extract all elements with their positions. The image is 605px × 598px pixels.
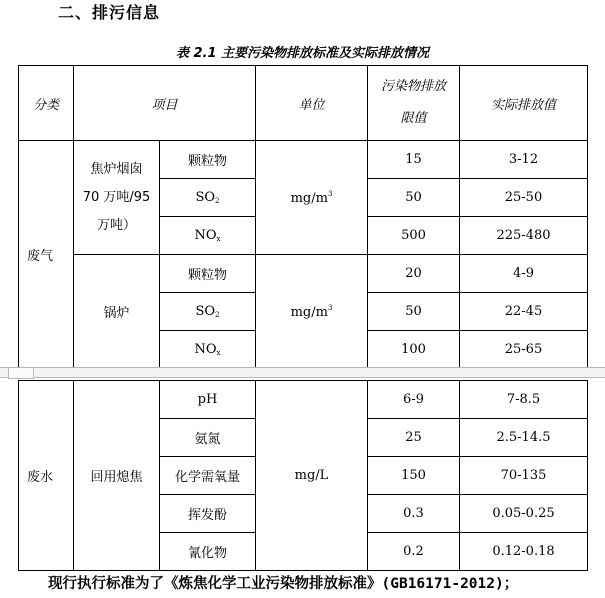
- table-row: [19, 141, 588, 179]
- pollutant-cell: 颗粒物: [160, 255, 256, 293]
- pollutant-cell: $SO_2$: [160, 293, 256, 331]
- limit-cell: 15: [368, 141, 460, 179]
- header-limit-line2: 限值: [400, 111, 427, 126]
- header-category: 分类: [19, 66, 74, 141]
- table-header-row: [19, 66, 588, 141]
- pollutant-cell: 化学需氧量: [160, 457, 256, 495]
- group-coke-oven-chimney: [74, 141, 160, 255]
- header-actual: 实际排放值: [460, 66, 588, 141]
- actual-cell: 2.5-14.5: [460, 419, 588, 457]
- actual-cell: 70-135: [460, 457, 588, 495]
- limit-cell: 0.2: [368, 533, 460, 571]
- header-unit: 单位: [256, 66, 368, 141]
- category-waste-gas: 废气: [19, 141, 74, 369]
- header-item: 项目: [74, 66, 256, 141]
- header-limit: [368, 66, 460, 141]
- header-limit-line1: 污染物排放: [380, 79, 446, 94]
- category-waste-water: 废水: [19, 381, 74, 571]
- pollutant-cell: $NO_x$: [160, 217, 256, 255]
- pollutant-cell: pH: [160, 381, 256, 419]
- page-break-marker: [8, 367, 34, 379]
- limit-cell: 100: [368, 331, 460, 369]
- pollutant-cell: 颗粒物: [160, 141, 256, 179]
- pollutant-cell: $SO_2$: [160, 179, 256, 217]
- unit-cell: mg/L: [256, 381, 368, 571]
- actual-cell: 22-45: [460, 293, 588, 331]
- emission-table-upper: [18, 65, 588, 369]
- group1-name-line1: 焦炉烟囱: [90, 161, 143, 177]
- group1-name-line2: 70 万吨/95: [82, 189, 151, 205]
- limit-cell: 0.3: [368, 495, 460, 533]
- pollutant-cell: 氰化物: [160, 533, 256, 571]
- group-quenching-reuse: 回用熄焦: [74, 381, 160, 571]
- table-row: [19, 255, 588, 293]
- actual-cell: 225-480: [460, 217, 588, 255]
- unit-cell: $mg/m^3$: [256, 255, 368, 369]
- limit-cell: 50: [368, 293, 460, 331]
- footnote: 现行执行标准为了《炼焦化学工业污染物排放标准》(GB16171-2012)；: [48, 576, 519, 592]
- actual-cell: 25-65: [460, 331, 588, 369]
- pollutant-cell: 挥发酚: [160, 495, 256, 533]
- actual-cell: 7-8.5: [460, 381, 588, 419]
- limit-cell: 500: [368, 217, 460, 255]
- unit-cell: $mg/m^3$: [256, 141, 368, 255]
- actual-cell: 25-50: [460, 179, 588, 217]
- group-boiler: 锅炉: [74, 255, 160, 369]
- standard-code: (GB16171-2012): [381, 576, 504, 592]
- limit-cell: 50: [368, 179, 460, 217]
- actual-cell: 3-12: [460, 141, 588, 179]
- page-break-divider: [0, 367, 605, 378]
- table-row: [19, 381, 588, 419]
- limit-cell: 6-9: [368, 381, 460, 419]
- limit-cell: 150: [368, 457, 460, 495]
- actual-cell: 0.12-0.18: [460, 533, 588, 571]
- table-caption: 表 2.1 主要污染物排放标准及实际排放情况: [175, 46, 430, 61]
- section-heading: 二、排污信息: [58, 3, 161, 22]
- limit-cell: 20: [368, 255, 460, 293]
- pollutant-cell: 氨氮: [160, 419, 256, 457]
- emission-table-lower: [18, 380, 588, 571]
- actual-cell: 4-9: [460, 255, 588, 293]
- actual-cell: 0.05-0.25: [460, 495, 588, 533]
- pollutant-cell: $NO_x$: [160, 331, 256, 369]
- limit-cell: 25: [368, 419, 460, 457]
- group1-name-line3: 万吨）: [96, 217, 136, 233]
